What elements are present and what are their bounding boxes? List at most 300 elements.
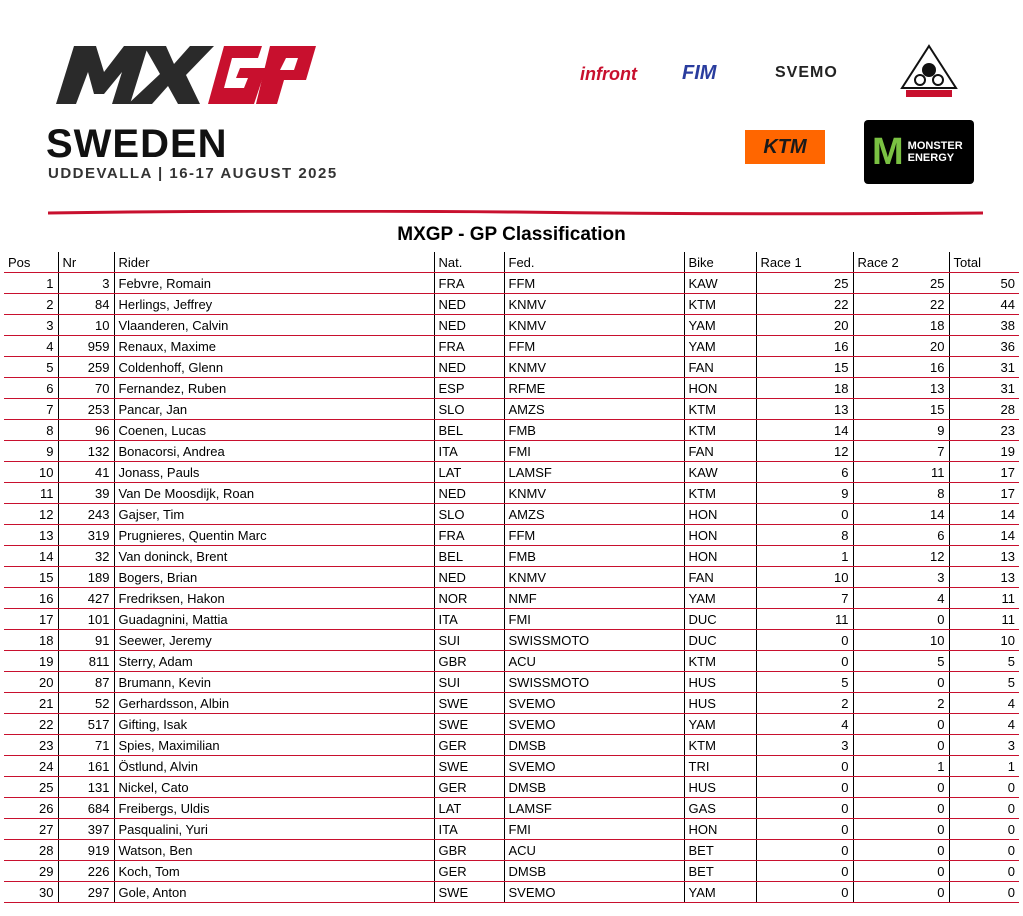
table-cell: TRI (684, 756, 756, 777)
table-cell: 70 (58, 378, 114, 399)
table-cell: 19 (4, 651, 58, 672)
table-cell: Fernandez, Ruben (114, 378, 434, 399)
table-cell: 243 (58, 504, 114, 525)
table-cell: 4 (853, 588, 949, 609)
table-cell: 96 (58, 420, 114, 441)
table-cell: SVEMO (504, 756, 684, 777)
table-cell: 684 (58, 798, 114, 819)
table-row (4, 420, 1019, 441)
table-cell: 14 (756, 420, 853, 441)
table-cell: HON (684, 546, 756, 567)
table-cell: 14 (949, 525, 1019, 546)
table-cell: 11 (949, 609, 1019, 630)
table-cell: SWE (434, 756, 504, 777)
table-cell: 0 (853, 672, 949, 693)
monster-claw-icon: M (872, 130, 904, 173)
table-cell: BET (684, 861, 756, 882)
column-header: Nr (58, 252, 114, 273)
column-header: Nat. (434, 252, 504, 273)
table-cell: NED (434, 315, 504, 336)
table-cell: 18 (4, 630, 58, 651)
table-cell: 9 (4, 441, 58, 462)
table-cell: 8 (853, 483, 949, 504)
table-cell: Freibergs, Uldis (114, 798, 434, 819)
table-cell: KTM (684, 651, 756, 672)
table-cell: 10 (58, 315, 114, 336)
table-cell: 131 (58, 777, 114, 798)
monster-energy-logo (864, 120, 974, 184)
table-cell: FFM (504, 336, 684, 357)
table-cell: Prugnieres, Quentin Marc (114, 525, 434, 546)
table-cell: DUC (684, 609, 756, 630)
table-cell: SWE (434, 714, 504, 735)
table-row (4, 378, 1019, 399)
table-cell: 6 (853, 525, 949, 546)
table-cell: Gajser, Tim (114, 504, 434, 525)
table-row (4, 819, 1019, 840)
table-cell: 1 (4, 273, 58, 294)
table-cell: 0 (756, 798, 853, 819)
table-cell: 36 (949, 336, 1019, 357)
table-cell: 41 (58, 462, 114, 483)
table-cell: NED (434, 567, 504, 588)
table-cell: 161 (58, 756, 114, 777)
table-cell: HUS (684, 672, 756, 693)
table-row (4, 840, 1019, 861)
table-cell: SUI (434, 630, 504, 651)
table-cell: 397 (58, 819, 114, 840)
table-cell: HON (684, 378, 756, 399)
column-header: Rider (114, 252, 434, 273)
table-cell: 4 (756, 714, 853, 735)
classification-table (4, 252, 1019, 903)
table-cell: 14 (949, 504, 1019, 525)
table-cell: 13 (756, 399, 853, 420)
table-cell: 13 (949, 567, 1019, 588)
table-cell: FAN (684, 357, 756, 378)
table-cell: 2 (4, 294, 58, 315)
table-cell: 0 (949, 882, 1019, 903)
table-cell: 14 (4, 546, 58, 567)
table-cell: 3 (4, 315, 58, 336)
table-cell: Östlund, Alvin (114, 756, 434, 777)
table-cell: KNMV (504, 357, 684, 378)
table-cell: 101 (58, 609, 114, 630)
table-cell: 17 (4, 609, 58, 630)
table-cell: SUI (434, 672, 504, 693)
table-cell: NED (434, 294, 504, 315)
table-cell: Jonass, Pauls (114, 462, 434, 483)
table-row (4, 441, 1019, 462)
table-cell: 15 (853, 399, 949, 420)
table-cell: 811 (58, 651, 114, 672)
fim-logo: FIM (682, 62, 717, 84)
table-cell: 189 (58, 567, 114, 588)
table-cell: HON (684, 525, 756, 546)
table-cell: 31 (949, 378, 1019, 399)
table-cell: ITA (434, 609, 504, 630)
table-cell: Spies, Maximilian (114, 735, 434, 756)
table-cell: Van De Moosdijk, Roan (114, 483, 434, 504)
table-cell: GER (434, 861, 504, 882)
table-cell: 0 (949, 777, 1019, 798)
table-cell: 13 (853, 378, 949, 399)
table-cell: 22 (756, 294, 853, 315)
table-cell: HUS (684, 777, 756, 798)
table-cell: FAN (684, 567, 756, 588)
table-cell: 17 (949, 483, 1019, 504)
table-row (4, 504, 1019, 525)
table-cell: 15 (756, 357, 853, 378)
table-cell: FAN (684, 441, 756, 462)
table-cell: 24 (4, 756, 58, 777)
table-cell: ACU (504, 651, 684, 672)
table-cell: 0 (756, 630, 853, 651)
table-row (4, 693, 1019, 714)
table-cell: 0 (853, 609, 949, 630)
table-cell: AMZS (504, 504, 684, 525)
table-cell: FFM (504, 273, 684, 294)
table-cell: GER (434, 735, 504, 756)
column-header: Fed. (504, 252, 684, 273)
table-row (4, 462, 1019, 483)
table-cell: RFME (504, 378, 684, 399)
table-cell: Coenen, Lucas (114, 420, 434, 441)
table-cell: 10 (4, 462, 58, 483)
table-cell: SWE (434, 882, 504, 903)
table-cell: KAW (684, 462, 756, 483)
table-cell: Gerhardsson, Albin (114, 693, 434, 714)
table-cell: 10 (949, 630, 1019, 651)
table-cell: 0 (756, 882, 853, 903)
table-cell: LAMSF (504, 798, 684, 819)
table-cell: KTM (684, 420, 756, 441)
table-cell: 23 (949, 420, 1019, 441)
mxgp-logo (48, 42, 320, 108)
table-cell: NMF (504, 588, 684, 609)
table-cell: 0 (853, 777, 949, 798)
table-cell: 11 (949, 588, 1019, 609)
table-cell: DMSB (504, 735, 684, 756)
table-cell: 27 (4, 819, 58, 840)
table-cell: 84 (58, 294, 114, 315)
table-cell: SVEMO (504, 882, 684, 903)
table-row (4, 315, 1019, 336)
table-cell: FMI (504, 819, 684, 840)
table-cell: 2 (756, 693, 853, 714)
table-cell: 0 (949, 819, 1019, 840)
table-cell: 28 (949, 399, 1019, 420)
table-cell: 0 (756, 777, 853, 798)
table-cell: 3 (853, 567, 949, 588)
table-cell: BEL (434, 420, 504, 441)
table-cell: 5 (949, 672, 1019, 693)
table-cell: 0 (853, 819, 949, 840)
table-cell: 0 (756, 840, 853, 861)
table-cell: 32 (58, 546, 114, 567)
table-cell: DMSB (504, 861, 684, 882)
table-cell: 22 (4, 714, 58, 735)
table-cell: 5 (949, 651, 1019, 672)
column-header: Race 2 (853, 252, 949, 273)
table-cell: 0 (853, 798, 949, 819)
table-cell: FMI (504, 441, 684, 462)
table-cell: 5 (853, 651, 949, 672)
table-cell: LAT (434, 798, 504, 819)
column-header: Pos (4, 252, 58, 273)
table-cell: 10 (756, 567, 853, 588)
table-cell: Guadagnini, Mattia (114, 609, 434, 630)
table-cell: 14 (853, 504, 949, 525)
table-cell: 3 (756, 735, 853, 756)
table-cell: SVEMO (504, 693, 684, 714)
table-cell: SWE (434, 693, 504, 714)
column-header: Total (949, 252, 1019, 273)
table-cell: AMZS (504, 399, 684, 420)
table-cell: 1 (756, 546, 853, 567)
table-cell: Bogers, Brian (114, 567, 434, 588)
table-row (4, 798, 1019, 819)
table-cell: Fredriksen, Hakon (114, 588, 434, 609)
table-cell: 8 (756, 525, 853, 546)
table-cell: KAW (684, 273, 756, 294)
table-cell: 16 (4, 588, 58, 609)
table-cell: SLO (434, 399, 504, 420)
table-cell: KTM (684, 294, 756, 315)
classification-title: MXGP - GP Classification (397, 224, 626, 245)
table-cell: 0 (853, 735, 949, 756)
table-cell: 6 (756, 462, 853, 483)
table-cell: KNMV (504, 567, 684, 588)
table-row (4, 882, 1019, 903)
table-row (4, 756, 1019, 777)
table-cell: 0 (756, 861, 853, 882)
table-cell: NOR (434, 588, 504, 609)
table-cell: 17 (949, 462, 1019, 483)
table-cell: 517 (58, 714, 114, 735)
table-cell: 21 (4, 693, 58, 714)
table-cell: 12 (756, 441, 853, 462)
table-cell: 22 (853, 294, 949, 315)
table-cell: 16 (853, 357, 949, 378)
table-cell: 18 (853, 315, 949, 336)
table-cell: 0 (853, 714, 949, 735)
table-cell: Van doninck, Brent (114, 546, 434, 567)
table-cell: 0 (756, 651, 853, 672)
table-cell: FRA (434, 273, 504, 294)
table-cell: KNMV (504, 315, 684, 336)
table-cell: 71 (58, 735, 114, 756)
column-header: Bike (684, 252, 756, 273)
table-cell: 959 (58, 336, 114, 357)
table-cell: 30 (4, 882, 58, 903)
table-cell: 0 (949, 861, 1019, 882)
table-cell: Seewer, Jeremy (114, 630, 434, 651)
table-cell: 23 (4, 735, 58, 756)
table-row (4, 483, 1019, 504)
table-cell: 12 (853, 546, 949, 567)
table-cell: 44 (949, 294, 1019, 315)
table-cell: 20 (756, 315, 853, 336)
table-cell: SWISSMOTO (504, 672, 684, 693)
table-cell: YAM (684, 882, 756, 903)
table-cell: 25 (853, 273, 949, 294)
table-cell: NED (434, 483, 504, 504)
table-cell: FRA (434, 336, 504, 357)
table-cell: Sterry, Adam (114, 651, 434, 672)
table-row (4, 735, 1019, 756)
table-cell: YAM (684, 588, 756, 609)
table-cell: 50 (949, 273, 1019, 294)
table-cell: 29 (4, 861, 58, 882)
table-row (4, 294, 1019, 315)
table-cell: 2 (853, 693, 949, 714)
table-cell: 9 (756, 483, 853, 504)
table-cell: 132 (58, 441, 114, 462)
table-cell: 0 (756, 819, 853, 840)
table-cell: 4 (949, 714, 1019, 735)
table-cell: 25 (756, 273, 853, 294)
table-cell: FMB (504, 420, 684, 441)
table-cell: 0 (853, 840, 949, 861)
table-cell: GBR (434, 651, 504, 672)
table-cell: 11 (756, 609, 853, 630)
table-cell: 7 (4, 399, 58, 420)
table-cell: DUC (684, 630, 756, 651)
table-cell: Watson, Ben (114, 840, 434, 861)
table-cell: 31 (949, 357, 1019, 378)
table-cell: Gifting, Isak (114, 714, 434, 735)
monster-energy-label: MONSTER ENERGY (907, 140, 963, 164)
table-cell: HON (684, 819, 756, 840)
table-cell: ITA (434, 819, 504, 840)
table-cell: 5 (756, 672, 853, 693)
uddevalla-logo (896, 44, 962, 104)
table-row (4, 672, 1019, 693)
table-body (4, 273, 1019, 903)
table-row (4, 273, 1019, 294)
table-cell: 9 (853, 420, 949, 441)
header-divider (48, 210, 983, 216)
table-cell: FFM (504, 525, 684, 546)
table-row (4, 714, 1019, 735)
table-cell: 20 (4, 672, 58, 693)
ktm-logo: KTM (745, 130, 825, 164)
table-cell: SVEMO (504, 714, 684, 735)
table-cell: 3 (58, 273, 114, 294)
table-cell: LAT (434, 462, 504, 483)
table-cell: 11 (4, 483, 58, 504)
table-cell: YAM (684, 315, 756, 336)
table-cell: KNMV (504, 483, 684, 504)
table-cell: 0 (949, 798, 1019, 819)
table-cell: 15 (4, 567, 58, 588)
table-cell: 91 (58, 630, 114, 651)
table-cell: GER (434, 777, 504, 798)
table-cell: 39 (58, 483, 114, 504)
table-header-row (4, 252, 1019, 273)
table-cell: 38 (949, 315, 1019, 336)
svemo-logo: SVEMO (775, 64, 838, 81)
table-cell: 1 (949, 756, 1019, 777)
table-cell: FMB (504, 546, 684, 567)
table-cell: 6 (4, 378, 58, 399)
table-cell: 4 (949, 693, 1019, 714)
table-cell: Gole, Anton (114, 882, 434, 903)
table-cell: 25 (4, 777, 58, 798)
table-cell: ACU (504, 840, 684, 861)
table-cell: 1 (853, 756, 949, 777)
event-subtitle: UDDEVALLA | 16-17 AUGUST 2025 (48, 165, 338, 182)
table-cell: 0 (756, 756, 853, 777)
table-cell: Febvre, Romain (114, 273, 434, 294)
table-cell: SWISSMOTO (504, 630, 684, 651)
table-cell: FMI (504, 609, 684, 630)
table-row (4, 861, 1019, 882)
table-cell: Vlaanderen, Calvin (114, 315, 434, 336)
document-header (0, 0, 1023, 220)
table-cell: KTM (684, 735, 756, 756)
column-header: Race 1 (756, 252, 853, 273)
table-cell: KTM (684, 399, 756, 420)
table-cell: 26 (4, 798, 58, 819)
table-row (4, 357, 1019, 378)
table-cell: KTM (684, 483, 756, 504)
table-cell: Pasqualini, Yuri (114, 819, 434, 840)
table-row (4, 336, 1019, 357)
table-cell: 253 (58, 399, 114, 420)
table-row (4, 777, 1019, 798)
table-cell: HUS (684, 693, 756, 714)
table-cell: BET (684, 840, 756, 861)
table-cell: 0 (949, 840, 1019, 861)
table-row (4, 567, 1019, 588)
table-cell: 319 (58, 525, 114, 546)
table-row (4, 525, 1019, 546)
table-cell: ESP (434, 378, 504, 399)
table-row (4, 609, 1019, 630)
table-cell: 13 (4, 525, 58, 546)
table-cell: Brumann, Kevin (114, 672, 434, 693)
table-cell: 0 (853, 882, 949, 903)
table-cell: 919 (58, 840, 114, 861)
table-cell: Koch, Tom (114, 861, 434, 882)
table-cell: 427 (58, 588, 114, 609)
table-cell: 7 (756, 588, 853, 609)
table-cell: SLO (434, 504, 504, 525)
table-cell: 52 (58, 693, 114, 714)
table-cell: Coldenhoff, Glenn (114, 357, 434, 378)
table-cell: 10 (853, 630, 949, 651)
table-cell: 12 (4, 504, 58, 525)
table-row (4, 546, 1019, 567)
table-cell: GAS (684, 798, 756, 819)
table-cell: 5 (4, 357, 58, 378)
table-cell: 28 (4, 840, 58, 861)
event-title: SWEDEN (46, 122, 228, 166)
table-cell: GBR (434, 840, 504, 861)
table-cell: 8 (4, 420, 58, 441)
table-cell: LAMSF (504, 462, 684, 483)
table-cell: 11 (853, 462, 949, 483)
table-cell: Renaux, Maxime (114, 336, 434, 357)
table-row (4, 399, 1019, 420)
table-cell: 226 (58, 861, 114, 882)
table-cell: BEL (434, 546, 504, 567)
table-cell: HON (684, 504, 756, 525)
table-cell: 20 (853, 336, 949, 357)
infront-logo: infront (580, 64, 637, 84)
